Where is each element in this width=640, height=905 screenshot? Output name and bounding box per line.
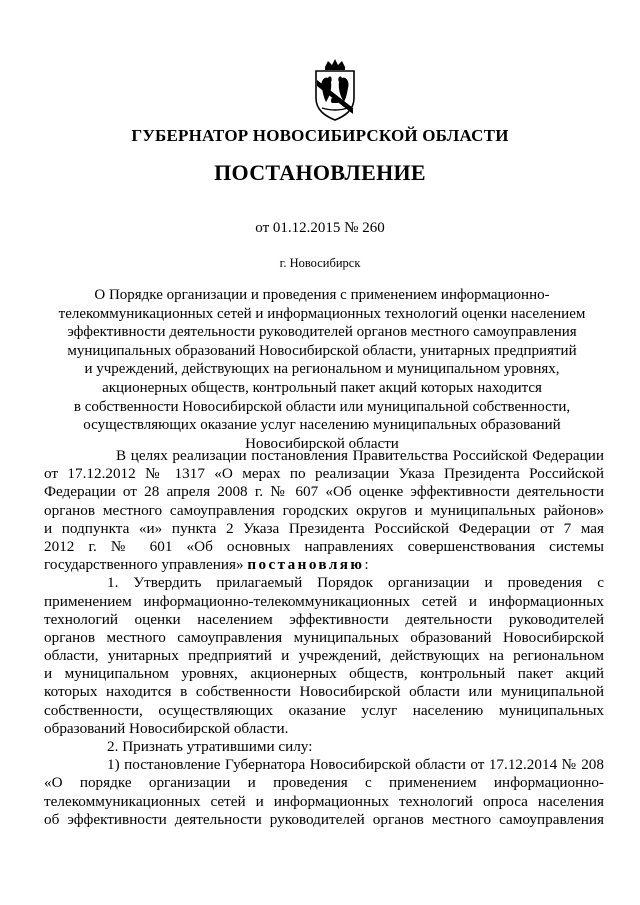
preamble-last-text: государственного управления» [44,556,244,574]
coat-of-arms-novosibirsk-icon [308,58,362,122]
preamble-last-line [44,556,604,574]
preamble-line: от 17.12.2012 № 1317 «О мерах по реализации Указа Президента Российской [44,465,604,483]
title-line: осуществляющих оказание услуг населению муниципальных образований [83,417,561,434]
issuing-city: г. Новосибирск [279,256,361,270]
item-2-1-line: 1) постановление Губернатора Новосибирской области от 17.12.2014 № 208 [107,756,604,774]
preamble-line: 2012 г. № 601 «Об основных направлениях совершенствования системы [44,537,604,555]
item-2-1-line: «О порядке организации и проведения с применением информационно- [44,774,604,792]
title-line: и учреждений, действующих на региональном и муниципальном уровнях, [84,361,560,378]
document-type-title: ПОСТАНОВЛЕНИЕ [214,160,426,185]
item-1-line: собственности, осуществляющих оказание услуг населению муниципальных [44,701,604,719]
date-and-number: от 01.12.2015 № 260 [255,220,385,236]
title-line: эффективности деятельности руководителей органов местного самоуправления [67,324,577,341]
item-1-line: образований Новосибирской области. [44,719,289,737]
issuing-authority: ГУБЕРНАТОР НОВОСИБИРСКОЙ ОБЛАСТИ [131,126,509,145]
resolve-word: постановляю [247,556,365,574]
item-1-line: 1. Утвердить прилагаемый Порядок организации и проведения с [107,574,604,592]
preamble-line: органов местного самоуправления городских округов и муниципальных районов» [44,501,604,519]
document-body [44,447,604,829]
title-line: акционерных обществ, контрольный пакет акций которых находится [102,379,542,396]
document-subject-title [58,286,586,453]
preamble-line: и подпункта «и» пункта 2 Указа Президента Российской Федерации от 7 мая [44,519,604,537]
preamble-line: В целях реализации постановления Правительства Российской Федерации [116,447,604,464]
resolve-colon: : [364,556,369,574]
title-line: О Порядке организации и проведения с применением информационно- [94,287,550,303]
title-line: муниципальных образований Новосибирской области, унитарных предприятий [67,342,577,359]
item-2: 2. Признать утратившими силу: [107,738,313,755]
item-1-line: области, унитарных предприятий и учреждений, действующих на региональном [44,647,604,665]
item-1-line: технологий оценки населением эффективности деятельности руководителей [44,610,604,628]
item-1-line: органов местного самоуправления муниципальных образований Новосибирской [44,628,604,646]
title-line: телекоммуникационных сетей и информационных технологий оценки населением [58,305,586,322]
item-2-1-line: телекоммуникационных сетей и информационных технологий опроса населения [44,792,604,810]
item-2-1-line: об эффективности деятельности руководителей органов местного самоуправления [44,810,604,828]
item-1-line: применением информационно-телекоммуникационных сетей и информационных [44,592,604,610]
item-1-line: и муниципальном уровнях, акционерных обществ, контрольный пакет акций [44,665,604,683]
title-line: в собственности Новосибирской области или муниципальной собственности, [73,398,571,415]
item-1-line: которых находится в собственности Новосибирской области или муниципальной [44,683,604,701]
title-line: Новосибирской области [245,435,399,452]
preamble-line: Федерации от 28 апреля 2008 г. № 607 «Об оценке эффективности деятельности [44,483,604,501]
